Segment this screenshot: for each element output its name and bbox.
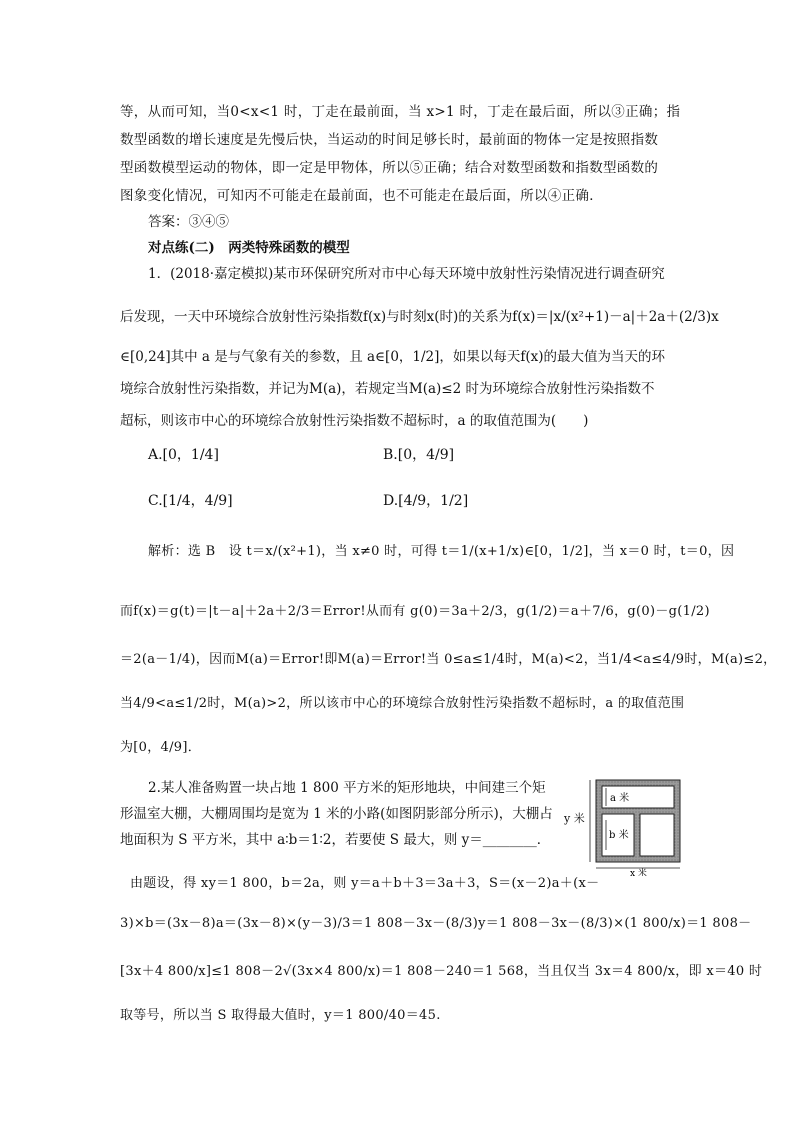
section-title: 对点练(二) 两类特殊函数的模型 (148, 240, 350, 256)
a1-line-4: 当4/9<a≤1/2时，M(a)>2，所以该市中心的环境综合放射性污染指数不超标时，a 的取值范围 (120, 696, 685, 711)
label-b: b 米 (609, 830, 629, 841)
option-a[interactable]: A.[0，1/4] (148, 447, 219, 463)
a1-line-5: 为[0，4/9]． (120, 740, 202, 755)
analysis-line-4: 图象变化情况，可知丙不可能走在最前面，也不可能走在最后面，所以④正确． (120, 188, 603, 204)
q2-line-3: 地面积为 S 平方米，其中 a∶b＝1∶2，若要使 S 最大，则 y＝________． (120, 832, 551, 848)
label-x: x 米 (630, 869, 647, 876)
greenhouse-diagram (564, 772, 690, 880)
q1-line-3: ∈[0,24]其中 a 是与气象有关的参数，且 a∈[0，1/2]，如果以每天f(x)的最大值为当天的环 (120, 349, 666, 365)
label-y: y 米 (564, 812, 585, 825)
a2-line-3: [3x＋4 800/x]≤1 808－2√(3x×4 800/x)＝1 808－240＝1 568，当且仅当 3x＝4 800/x，即 x＝40 时 (120, 964, 763, 979)
answer-line: 答案：③④⑤ (148, 214, 229, 230)
a1-line-3: ＝2(a－1/4)，因而M(a)＝Error!即M(a)＝Error!当 0≤a≤1/4时，M(a)<2，当1/4<a≤4/9时，M(a)≤2， (120, 652, 777, 667)
q1-line-1: 1．(2018·嘉定模拟)某市环保研究所对市中心每天环境中放射性污染情况进行调查研究 (148, 266, 665, 282)
option-d[interactable]: D.[4/9，1/2] (383, 493, 469, 509)
analysis-line-3: 型函数模型运动的物体，即一定是甲物体，所以⑤正确；结合对数型函数和指数型函数的 (120, 160, 659, 176)
greenhouse-bottom-right (640, 814, 674, 856)
a2-line-2: 3)×b＝(3x－8)a＝(3x－8)×(y－3)/3＝1 808－3x－(8/3)y＝1 808－3x－(8/3)×(1 800/x)＝1 808－ (120, 916, 752, 931)
q1-line-2: 后发现，一天中环境综合放射性污染指数f(x)与时刻x(时)的关系为f(x)＝|x/(x²+1)－a|＋2a＋(2/3)x (120, 309, 719, 325)
q1-line-4: 境综合放射性污染指数，并记为M(a)，若规定当M(a)≤2 时为环境综合放射性污染指数不 (120, 381, 655, 397)
a1-line-1: 解析：选 B 设 t＝x/(x²+1)，当 x≠0 时，可得 t＝1/(x+1/x)∈[0，1/2]，当 x＝0 时，t＝0，因 (148, 544, 735, 559)
analysis-line-2: 数型函数的增长速度是先慢后快，当运动的时间足够长时，最前面的物体一定是按照指数 (120, 132, 659, 148)
a2-line-1: 由题设，得 xy＝1 800，b＝2a，则 y＝a＋b＋3＝3a＋3，S＝(x－2)a＋(x－ (130, 876, 600, 891)
q2-line-2: 形温室大棚，大棚周围均是宽为 1 米的小路(如图阴影部分所示)，大棚占 (120, 806, 553, 822)
label-a: a 米 (610, 793, 630, 804)
q2-line-1: 2.某人准备购置一块占地 1 800 平方米的矩形地块，中间建三个矩 (148, 780, 546, 796)
a1-line-2: 而f(x)＝g(t)＝|t－a|＋2a＋2/3＝Error!从而有 g(0)＝3a＋2/3，g(1/2)＝a＋7/6，g(0)－g(1/2) (120, 604, 710, 619)
option-c[interactable]: C.[1/4，4/9] (148, 493, 233, 509)
option-b[interactable]: B.[0，4/9] (383, 447, 455, 463)
q1-line-5: 超标，则该市中心的环境综合放射性污染指数不超标时，a 的取值范围为( ) (120, 413, 589, 429)
a2-line-4: 取等号，所以当 S 取得最大值时，y＝1 800/40＝45. (120, 1008, 441, 1023)
analysis-line-1: 等，从而可知，当0<x<1 时，丁走在最前面，当 x>1 时，丁走在最后面，所以③正确；指 (120, 104, 681, 120)
greenhouse-svg (578, 772, 690, 876)
